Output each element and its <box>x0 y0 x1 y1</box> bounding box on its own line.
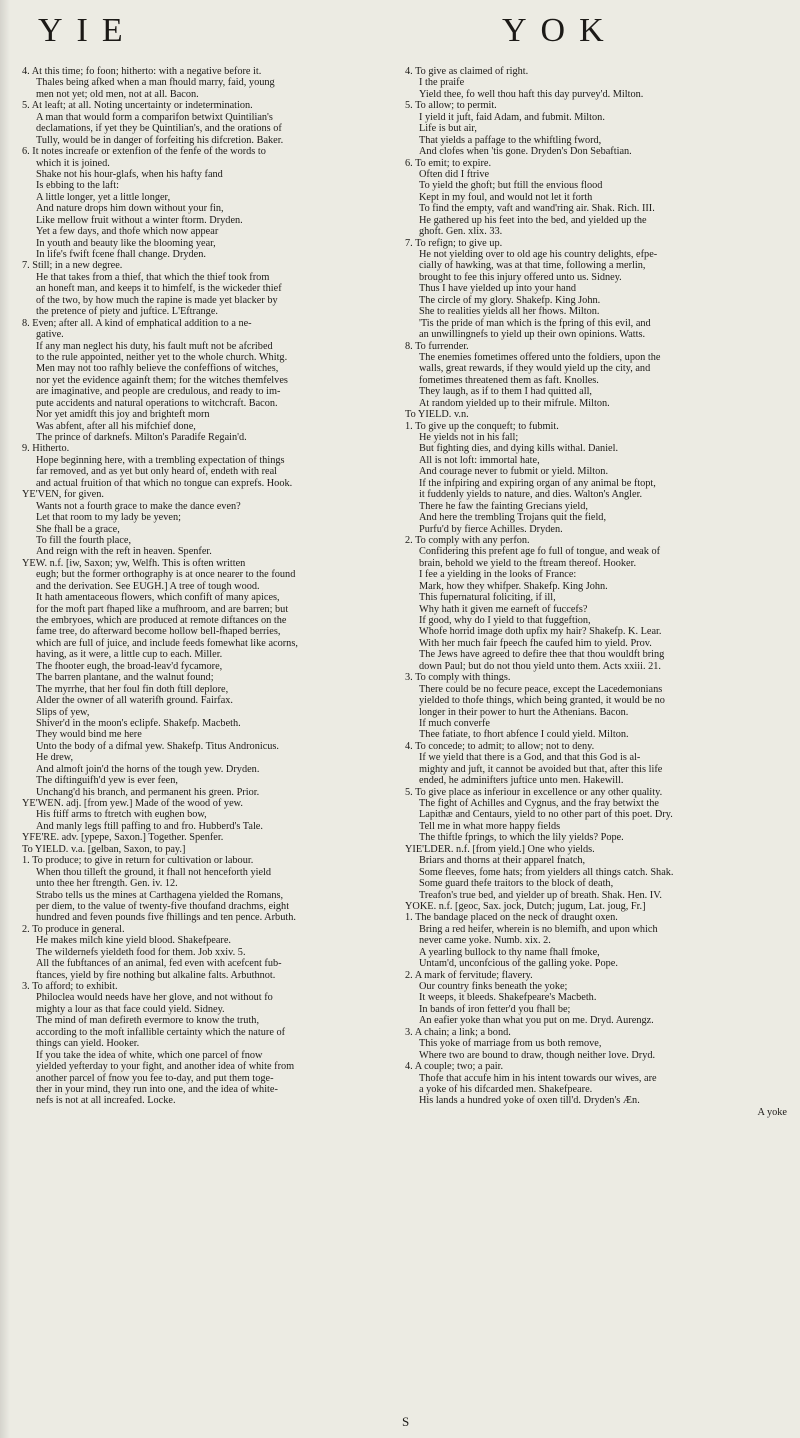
text-line: yielded to thofe things, which being granted, it would be no <box>419 695 665 707</box>
text-line: 4. To give as claimed of right. <box>405 66 529 77</box>
text-line: I fee a yielding in the looks of France: <box>419 569 577 581</box>
text-line: the pretence of piety and juftice. L'Eftrange. <box>36 306 218 318</box>
text-line: The mind of man defireth evermore to know the truth, <box>36 1015 260 1027</box>
text-line: And clofes when 'tis gone. Dryden's Don Sebaftian. <box>419 146 632 158</box>
text-line: a yoke of his difcarded men. Shakefpeare. <box>419 1083 593 1095</box>
text-line: There he faw the fainting Grecians yield, <box>419 500 588 512</box>
text-line: Thee fatiate, to fhort abfence I could yield. Milton. <box>419 729 629 741</box>
text-line: The diftinguifh'd yew is ever feen, <box>36 775 178 787</box>
text-line: 8. Even; after all. A kind of emphatical addition to a ne- <box>22 317 252 329</box>
text-line: If you take the idea of white, which one parcel of fnow <box>36 1049 263 1061</box>
text-line: 2. To produce in general. <box>22 923 125 935</box>
text-line: ended, he adminifters juftice unto men. Hakewill. <box>419 775 624 787</box>
text-line: And here the trembling Trojans quit the field, <box>419 512 607 524</box>
text-line: Kept in my foul, and would not let it forth <box>419 191 593 203</box>
text-line: Yet a few days, and thofe which now appear <box>36 226 219 238</box>
text-line: declamations, if yet they be Quintilian's, and the orations of <box>36 123 282 135</box>
text-line: mighty a lour as that face could yield. Sidney. <box>36 1003 225 1015</box>
text-line: Bring a red heifer, wherein is no blemifh, and upon which <box>419 923 658 935</box>
text-line: All is not loft: immortal hate, <box>419 454 540 466</box>
text-line: Like mellow fruit without a winter ftorm. Dryden. <box>36 214 243 226</box>
text-line: Thofe that accufe him in his intent towards our wives, are <box>419 1072 657 1084</box>
text-line: 2. To comply with any perfon. <box>405 534 530 546</box>
text-line: Whofe horrid image doth upfix my hair? Shakefp. K. Lear. <box>419 626 662 638</box>
text-line: cially of hawking, was at that time, following a merlin, <box>419 260 646 272</box>
text-line: ftances, yield by fire nothing but alkaline falts. Arbuthnot. <box>36 969 276 981</box>
text-line: 3. To afford; to exhibit. <box>22 981 118 992</box>
text-line: Thus I have yielded up into your hand <box>419 283 576 295</box>
text-line: If much converfe <box>419 717 490 729</box>
text-line: an honeft man, and keeps it to himfelf, is the wickeder thief <box>36 283 282 295</box>
text-line: Men may not too rafhly believe the confeffions of witches, <box>36 363 279 375</box>
text-line: Lapithæ and Centaurs, yield to no other part of this poet. Dry. <box>419 809 673 821</box>
text-line: down Paul; but do not thou yield unto them. Acts xxiii. 21. <box>419 660 661 672</box>
text-line: And almoft join'd the horns of the tough yew. Dryden. <box>36 763 260 775</box>
text-line: for the moft part fhaped like a mufhroom, and are barren; but <box>36 603 289 615</box>
text-line: Philoclea would needs have her glove, and not without fo <box>36 992 273 1004</box>
text-line: ther in your mind, they run into one, and the idea of white- <box>36 1083 278 1095</box>
text-line: A yearling bullock to thy name fhall fmoke, <box>419 946 600 958</box>
text-line: I yield it juft, faid Adam, and fubmit. Milton. <box>419 111 605 123</box>
text-line: 5. At leaft; at all. Noting uncertainty or indetermination. <box>22 100 253 112</box>
text-line: If we yield that there is a God, and that this God is al- <box>419 752 641 764</box>
text-line: The thiftle fprings, to which the lily yields? Pope. <box>419 832 624 844</box>
text-line: YOKE. n.f. [geoc, Sax. jock, Dutch; jugum, Lat. joug, Fr.] <box>405 900 646 912</box>
text-line: pute accidents and natural operations to witchcraft. Bacon. <box>36 397 278 409</box>
text-line: Often did I ftrive <box>419 168 490 180</box>
text-line: and the derivation. See EUGH.] A tree of tough wood. <box>36 580 260 592</box>
text-line: Shake not his hour-glafs, when his hafty fand <box>36 168 223 180</box>
text-line: The wildernefs yieldeth food for them. Job xxiv. 5. <box>36 946 246 958</box>
text-line: the embryoes, which are produced at remote diftances on the <box>36 615 287 626</box>
text-line: 9. Hitherto. <box>22 443 70 455</box>
text-line: Why hath it given me earneft of fuccefs? <box>419 603 588 615</box>
text-line: 1. The bandage placed on the neck of draught oxen. <box>405 912 618 924</box>
text-line: gative. <box>36 329 64 341</box>
text-line: The fight of Achilles and Cygnus, and the fray betwixt the <box>419 798 659 809</box>
text-line: Alder the owner of all waterifh ground. Fairfax. <box>36 695 234 707</box>
text-line: 3. A chain; a link; a bond. <box>405 1026 511 1038</box>
text-line: YE'WEN. adj. [from yew.] Made of the wood of yew. <box>22 798 243 809</box>
text-line: 1. To give up the conqueft; to fubmit. <box>405 420 559 432</box>
text-line: Some guard thefe traitors to the block of death, <box>419 878 614 890</box>
text-line: He that takes from a thief, that which the thief took from <box>36 271 270 283</box>
text-line: men not yet; old men, not at all. Bacon. <box>36 88 199 100</box>
text-line: Hope beginning here, with a trembling expectation of things <box>36 454 285 466</box>
text-line: It weeps, it bleeds. Shakefpeare's Macbeth. <box>419 992 597 1004</box>
text-line: To fill the fourth place, <box>36 534 132 546</box>
text-line: nor yet the evidence againft them; for the witches themfelves <box>36 374 288 386</box>
text-line: The fhooter eugh, the broad-leav'd fycamore, <box>36 660 223 672</box>
text-line: Slips of yew, <box>36 706 90 718</box>
text-line: brain, behold we yield to the ftream thereof. Hooker. <box>419 557 637 569</box>
text-line: She fhall be a grace, <box>36 523 120 535</box>
text-line: He makes milch kine yield blood. Shakefpeare. <box>36 935 232 947</box>
text-line: And manly legs ftill paffing to and fro. Hubberd's Tale. <box>36 820 263 832</box>
text-line: Treafon's true bed, and yielder up of breath. Shak. Hen. IV. <box>419 889 662 901</box>
text-line: walls, great rewards, if they would yield up the city, and <box>419 363 651 375</box>
text-line: Unto the body of a difmal yew. Shakefp. Titus Andronicus. <box>36 740 280 752</box>
text-line: Tell me in what more happy fields <box>419 820 561 832</box>
text-line: Tully, would be in danger of forfeiting his difcretion. Baker. <box>36 134 284 146</box>
text-line: The Jews have agreed to defire thee that thou wouldft bring <box>419 649 665 661</box>
text-line: 7. Still; in a new degree. <box>22 260 123 272</box>
text-line: And courage never to fubmit or yield. Milton. <box>419 466 609 478</box>
text-line: Mark, how they whifper. Shakefp. King John. <box>419 580 608 592</box>
text-line: Life is but air, <box>419 123 477 135</box>
text-line: A man that would form a comparifon betwixt Quintilian's <box>36 111 273 123</box>
text-line: All the fubftances of an animal, fed even with acefcent fub- <box>36 958 282 970</box>
text-line: fame tree, do afterward become hollow bell-fhaped berries, <box>36 626 281 638</box>
text-line: They laugh, as if to them I had quitted all, <box>419 386 593 398</box>
text-line: YE'VEN, for given. <box>22 489 104 501</box>
text-line: Untam'd, unconfcious of the galling yoke. Pope. <box>419 958 618 970</box>
text-line: In life's fwift fcene fhall change. Dryden. <box>36 249 206 260</box>
text-line: which it is joined. <box>36 157 110 169</box>
text-line: With her much fair fpeech fhe caufed him to yield. Prov. <box>419 637 652 649</box>
text-line: it fuddenly yields to nature, and dies. Walton's Angler. <box>419 489 643 501</box>
text-line: which are full of juice, and include feeds fomewhat like acorns, <box>36 637 298 649</box>
text-line: An eafier yoke than what you put on me. Dryd. Aurengz. <box>419 1015 654 1027</box>
text-line: Wants not a fourth grace to make the dance even? <box>36 500 241 512</box>
text-line: Briars and thorns at their apparel fnatch, <box>419 855 586 867</box>
running-head-right: YOK <box>502 12 618 49</box>
text-line: That yields a paffage to the whiftling fword, <box>419 134 602 146</box>
text-line: To YIELD. v.a. [gelban, Saxon, to pay.] <box>22 843 186 855</box>
text-line: His lands a hundred yoke of oxen till'd. Dryden's Æn. <box>419 1095 640 1107</box>
text-line: At random yielded up to their mifrule. Milton. <box>419 397 610 409</box>
text-line: and actual fruition of that which no tongue can exprefs. Hook. <box>36 477 293 489</box>
text-line: He not yielding over to old age his country delights, efpe- <box>419 249 658 260</box>
text-line: If the infpiring and expiring organ of any animal be ftopt, <box>419 477 656 489</box>
text-line: far removed, and as yet but only heard of, endeth with real <box>36 466 278 478</box>
text-line: She to realities yields all her fhows. Milton. <box>419 306 600 318</box>
text-line: things can yield. Hooker. <box>36 1038 140 1050</box>
text-line: 7. To refign; to give up. <box>405 237 503 249</box>
text-line: The enemies fometimes offered unto the foldiers, upon the <box>419 351 661 363</box>
text-line: In youth and beauty like the blooming year, <box>36 237 216 249</box>
text-line: He drew, <box>36 752 74 764</box>
text-line: And reign with the reft in heaven. Spenfer. <box>36 546 212 558</box>
text-line: Shiver'd in the moon's eclipfe. Shakefp. Macbeth. <box>36 717 241 729</box>
text-line: of the two, by how much the rapine is made yet blacker by <box>36 294 278 306</box>
text-line: ghoft. Gen. xlix. 33. <box>419 226 503 238</box>
text-line: He gathered up his feet into the bed, and yielded up the <box>419 214 647 226</box>
text-line: 4. At this time; fo foon; hitherto: with a negative before it. <box>22 66 262 77</box>
text-line: nefs is not at all increafed. Locke. <box>36 1095 176 1107</box>
text-line: never came yoke. Numb. xix. 2. <box>419 935 551 947</box>
text-line: mighty and juft, it cannot be avoided but that, after this life <box>419 763 663 775</box>
text-line: The prince of darknefs. Milton's Paradife Regain'd. <box>36 432 247 443</box>
text-line: It hath amentaceous flowers, which confift of many apices, <box>36 592 280 604</box>
text-line: The barren plantane, and the walnut found; <box>36 672 214 684</box>
text-line: His ftiff arms to ftretch with eughen bow, <box>36 809 207 821</box>
text-line: Purfu'd by fierce Achilles. Dryden. <box>419 523 563 535</box>
text-line: In bands of iron fetter'd you fhall be; <box>419 1003 571 1015</box>
text-line: 6. To emit; to expire. <box>405 157 492 169</box>
text-line: Some fleeves, fome hats; from yielders all things catch. Shak. <box>419 866 674 878</box>
text-line: This yoke of marriage from us both remove, <box>419 1038 602 1050</box>
text-line: an unwillingnefs to yield up their own opinions. Watts. <box>419 329 646 341</box>
text-line: Unchang'd his branch, and permanent his green. Prior. <box>36 786 260 798</box>
text-line: If good, why do I yield to that fuggeftion, <box>419 615 591 626</box>
text-line: Nor yet amidft this joy and brighteft morn <box>36 409 210 421</box>
text-line: yielded yefterday to your fight, and another idea of white from <box>36 1061 295 1073</box>
text-line: I the praife <box>419 77 465 89</box>
text-line: The circle of my glory. Shakefp. King John. <box>419 294 601 306</box>
text-line: YIE'LDER. n.f. [from yield.] One who yields. <box>405 843 595 855</box>
text-line: 6. It notes increafe or extenfion of the fenfe of the words to <box>22 146 266 158</box>
right-column <box>405 66 787 1118</box>
text-line: 2. A mark of fervitude; flavery. <box>405 969 533 981</box>
text-line: And nature drops him down without your fin, <box>36 203 224 215</box>
text-line: to the rule appointed, neither yet to the whole church. Whitg. <box>36 351 288 363</box>
text-line: fometimes threatened them as faft. Knolles. <box>419 374 599 386</box>
text-line: according to the moft infallible certainty which the nature of <box>36 1026 286 1038</box>
text-line: hundred and feven pounds five fhillings and ten pence. Arbuth. <box>36 912 296 924</box>
text-line: There could be no fecure peace, except the Lacedemonians <box>419 683 663 695</box>
text-line: having, as it were, a little cup to each. Miller. <box>36 649 223 661</box>
running-head-left: YIE <box>38 12 137 49</box>
text-line: 5. To give place as inferiour in excellence or any other quality. <box>405 786 663 798</box>
text-line: But fighting dies, and dying kills withal. Daniel. <box>419 443 619 455</box>
text-line: The myrrhe, that her foul fin doth ftill deplore, <box>36 683 229 695</box>
text-line: Our country finks beneath the yoke; <box>419 981 568 992</box>
text-line: 5. To allow; to permit. <box>405 100 497 112</box>
text-line: Yield thee, fo well thou haft this day purvey'd. Milton. <box>419 88 644 100</box>
text-line: unto thee her ftrength. Gen. iv. 12. <box>36 878 178 890</box>
text-line: brought to fee this injury offered unto us. Sidney. <box>419 271 622 283</box>
text-line: 4. A couple; two; a pair. <box>405 1061 504 1073</box>
text-line: A yoke <box>757 1106 787 1118</box>
text-line: 1. To produce; to give in return for cultivation or labour. <box>22 855 254 867</box>
text-line: He yields not in his fall; <box>419 432 519 443</box>
left-column <box>22 66 392 1107</box>
signature-mark: S <box>402 1414 410 1429</box>
text-line: 3. To comply with things. <box>405 672 511 684</box>
text-line: Strabo tells us the mines at Carthagena yielded the Romans, <box>36 889 284 901</box>
text-line: longer in their power to hurt the Athenians. Bacon. <box>419 706 629 718</box>
text-line: Thales being afked when a man fhould marry, faid, young <box>36 77 275 89</box>
text-line: When thou tilleft the ground, it fhall not henceforth yield <box>36 866 272 878</box>
text-line: Is ebbing to the laft: <box>36 180 119 192</box>
text-line: Let that room to my lady be yeven; <box>36 512 181 524</box>
text-line: To yield the ghoft; but ftill the envious flood <box>419 180 603 192</box>
text-line: This fupernatural foliciting, if ill, <box>419 592 556 604</box>
text-line: are imaginative, and people are credulous, and ready to im- <box>36 386 281 398</box>
text-line: Was abfent, after all his mifchief done, <box>36 420 196 432</box>
text-line: If any man neglect his duty, his fault muft not be afcribed <box>36 340 273 352</box>
text-line: 'Tis the pride of man which is the fpring of this evil, and <box>419 317 651 329</box>
text-line: Confidering this prefent age fo full of tongue, and weak of <box>419 546 661 558</box>
text-line: YEW. n.f. [iw, Saxon; yw, Welfh. This is often written <box>22 557 246 569</box>
text-line: YFE'RE. adv. [ypepe, Saxon.] Together. Spenfer. <box>22 832 224 844</box>
text-line: Where two are bound to draw, though neither love. Dryd. <box>419 1049 656 1061</box>
text-line: eugh; but the former orthography is at once nearer to the found <box>36 569 296 581</box>
text-line: A little longer, yet a little longer, <box>36 191 171 203</box>
text-line: They would bind me here <box>36 729 142 741</box>
text-line: 8. To furrender. <box>405 340 469 352</box>
text-line: To YIELD. v.n. <box>405 409 469 421</box>
text-line: per diem, to the value of twenty-five thoufand drachms, eight <box>36 900 290 912</box>
text-line: 4. To concede; to admit; to allow; not to deny. <box>405 740 595 752</box>
page-edge-shadow <box>0 0 10 1438</box>
text-line: To find the empty, vaft and wand'ring air. Shak. Rich. III. <box>419 203 655 215</box>
text-line: another parcel of fnow you fee to-day, and put them toge- <box>36 1072 274 1084</box>
